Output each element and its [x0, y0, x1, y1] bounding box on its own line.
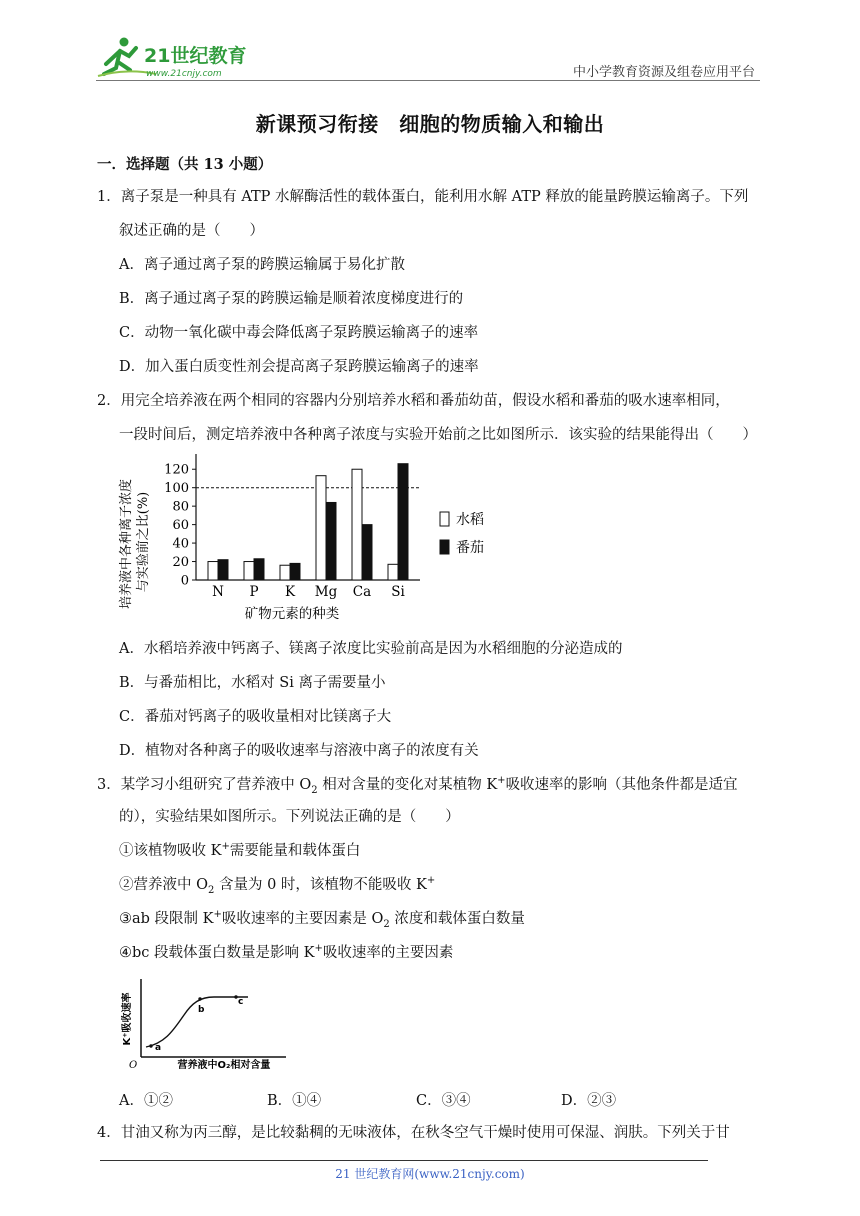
- chart1-y-tick-label: 20: [172, 555, 189, 571]
- q2-option-c[interactable]: C．番茄对钙离子的吸收量相对比镁离子大: [119, 709, 392, 725]
- chart1-legend-swatch: [440, 512, 449, 526]
- chart1-x-tick-label: N: [212, 584, 224, 600]
- chart2-ylabel: K⁺吸收速率: [122, 992, 133, 1046]
- chart2-curve: [146, 997, 248, 1047]
- q2-stem-line2: 一段时间后，测定培养液中各种离子浓度与实验开始前之比如图所示．该实验的结果能得出（ ）: [119, 427, 757, 443]
- q3-statement-4: ④bc 段载体蛋白数量是影响 K+吸收速率的主要因素: [119, 943, 454, 961]
- platform-name: 中小学教育资源及组卷应用平台: [572, 65, 755, 80]
- chart1-x-tick-label: Ca: [352, 584, 372, 600]
- q2-stem-line1: 2．用完全培养液在两个相同的容器内分别培养水稻和番茄幼苗，假设水稻和番茄的吸水速率相同，: [97, 393, 730, 409]
- chart1-bar-rice: [316, 476, 326, 580]
- q3-statement-2: ②营养液中 $O_2$ 含量为 0 时，该植物不能吸收 K+: [119, 875, 436, 896]
- chart1-x-tick-label: Si: [391, 584, 405, 600]
- q3-stem-line2: 的），实验结果如图所示。下列说法正确的是（ ）: [119, 809, 460, 825]
- chart2-point-label-b: b: [198, 1005, 205, 1015]
- chart1-ylabel-line1: 培养液中各种离子浓度: [119, 478, 134, 610]
- chart1-y-tick-label: 60: [172, 518, 189, 534]
- chart1-y-tick-label: 40: [172, 536, 189, 552]
- chart1-x-tick-label: P: [249, 584, 259, 600]
- q3-option-a[interactable]: A．①②: [119, 1093, 173, 1109]
- chart1-x-tick-label: K: [284, 584, 296, 600]
- chart2-point-b: [198, 997, 201, 1000]
- chart2-point-a: [149, 1044, 152, 1047]
- q3-statement-1: ①该植物吸收 K+需要能量和载体蛋白: [119, 841, 361, 859]
- chart1-bar-tomato: [254, 559, 264, 580]
- q1-option-d[interactable]: D．加入蛋白质变性剂会提高离子泵跨膜运输离子的速率: [119, 359, 479, 375]
- q2-option-a[interactable]: A．水稻培养液中钙离子、镁离子浓度比实验前高是因为水稻细胞的分泌造成的: [119, 641, 623, 657]
- chart2-xlabel: 营养液中O₂相对含量: [177, 1060, 271, 1069]
- chart2-point-label-c: c: [238, 997, 244, 1007]
- chart1-y-tick-label: 120: [164, 462, 189, 478]
- q1-option-c[interactable]: C．动物一氧化碳中毒会降低离子泵跨膜运输离子的速率: [119, 325, 479, 341]
- chart2-origin: O: [129, 1060, 138, 1069]
- k-absorption-curve-chart: [118, 977, 288, 1069]
- header-divider: [96, 80, 760, 81]
- chart1-y-tick-label: 100: [164, 481, 189, 497]
- footer-text: 21 世纪教育网(www.21cnjy.com): [335, 1167, 525, 1181]
- chart1-bar-rice: [280, 565, 290, 580]
- ion-ratio-bar-chart: [118, 448, 498, 634]
- chart1-bar-tomato: [290, 563, 300, 580]
- page-title: 新课预习衔接 细胞的物质输入和输出: [255, 112, 605, 136]
- q1-stem-line1: 1．离子泵是一种具有 ATP 水解酶活性的载体蛋白，能利用水解 ATP 释放的能量跨膜运输离子。下列: [97, 189, 749, 205]
- chart1-bar-rice: [244, 562, 254, 580]
- chart1-ylabel-line2: 与实验前之比(%): [136, 491, 151, 593]
- logo-main-text: 21世纪教育: [144, 45, 247, 67]
- q3-option-d[interactable]: D．②③: [561, 1093, 617, 1109]
- chart1-legend-label: 番茄: [456, 540, 484, 556]
- chart1-bar-rice: [208, 562, 218, 580]
- section-heading: 一．选择题（共 13 小题）: [97, 156, 273, 173]
- q3-stem-line1: 3．某学习小组研究了营养液中 $O_2$ 相对含量的变化对某植物 K+吸收速率的影响（其他条件都是适宜: [97, 775, 738, 796]
- chart1-legend-swatch: [440, 540, 449, 554]
- footer-divider: [100, 1160, 708, 1161]
- chart1-legend-label: 水稻: [456, 512, 484, 528]
- q3-option-c[interactable]: C．③④: [416, 1093, 471, 1109]
- chart1-bar-tomato: [398, 464, 408, 580]
- chart1-xlabel: 矿物元素的种类: [244, 606, 340, 622]
- q1-option-b[interactable]: B．离子通过离子泵的跨膜运输是顺着浓度梯度进行的: [119, 291, 464, 307]
- q1-option-a[interactable]: A．离子通过离子泵的跨膜运输属于易化扩散: [119, 257, 405, 273]
- q2-option-b[interactable]: B．与番茄相比，水稻对 Si 离子需要量小: [119, 675, 386, 691]
- chart1-bar-tomato: [362, 525, 372, 580]
- chart1-y-tick-label: 0: [180, 573, 189, 589]
- chart1-x-tick-label: Mg: [314, 584, 338, 600]
- chart1-bar-tomato: [218, 560, 228, 580]
- q2-option-d[interactable]: D．植物对各种离子的吸收速率与溶液中离子的浓度有关: [119, 743, 479, 759]
- chart1-y-tick-label: 80: [172, 499, 189, 515]
- chart1-bar-rice: [388, 564, 398, 580]
- logo-url-text: www.21cnjy.com: [146, 69, 222, 79]
- q4-stem-line1: 4．甘油又称为丙三醇，是比较黏稠的无味液体，在秋冬空气干燥时使用可保湿、润肤。下列关于甘: [97, 1125, 730, 1141]
- q1-stem-line2: 叙述正确的是（ ）: [119, 223, 264, 239]
- chart1-bar-tomato: [326, 502, 336, 580]
- chart1-bar-rice: [352, 469, 362, 580]
- q3-option-b[interactable]: B．①④: [267, 1093, 322, 1109]
- chart2-point-label-a: a: [155, 1043, 162, 1053]
- site-logo: [96, 34, 266, 80]
- q3-statement-3: ③ab 段限制 K+吸收速率的主要因素是 $O_2$ 浓度和载体蛋白数量: [119, 909, 525, 930]
